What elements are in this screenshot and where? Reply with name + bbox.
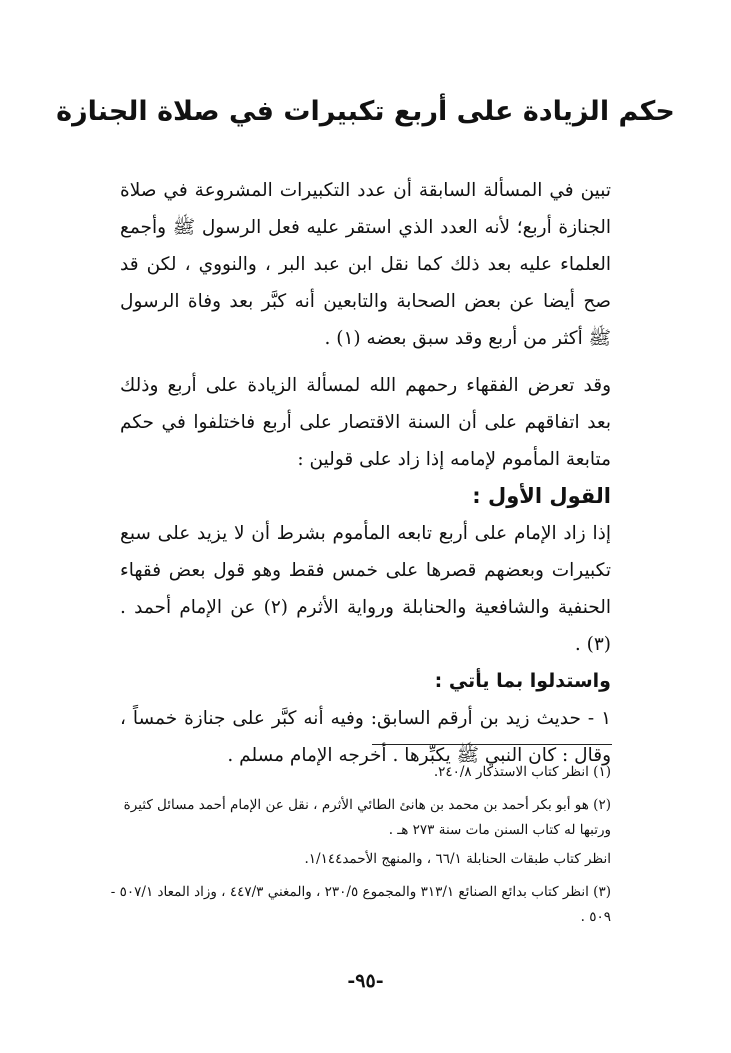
page-title: حكم الزيادة على أربع تكبيرات في صلاة الجنازة (56, 96, 675, 127)
footnote-1: (١) انظر كتاب الاستذكار ٢٤٠/٨. (433, 764, 611, 780)
paragraph-intro: تبين في المسألة السابقة أن عدد التكبيرات المشروعة في صلاة الجنازة أربع؛ لأنه العدد الذي استقر عليه فعل الرسول ﷺ وأجمع العلماء عليه بعد ذلك كما نقل ابن عبد البر ، والنووي ، لكن قد صح أيضا عن بعض الصحابة والتابعين أنه كبَّر بعد وفاة الرسول ﷺ أكثر من أربع وقد سبق بعضه (١) . (120, 180, 611, 349)
paragraph-scholars: وقد تعرض الفقهاء رحمهم الله لمسألة الزيادة على أربع وذلك بعد اتفاقهم على أن السنة الاقتصار على أربع فاختلفوا في حكم متابعة المأموم لإمامه إذا زاد على قولين : (120, 375, 611, 470)
footnote-2-reference: انظر كتاب طبقات الحنابلة ٦٦/١ ، والمنهج الأحمد١/١٤٤. (304, 851, 611, 867)
main-text (120, 172, 611, 774)
footnote-divider (372, 744, 612, 745)
heading-first-opinion: القول الأول : (472, 484, 611, 508)
footnotes (95, 760, 611, 938)
heading-evidence: واستدلوا بما يأتي : (434, 670, 611, 692)
paragraph-first-opinion: إذا زاد الإمام على أربع تابعه المأموم بشرط أن لا يزيد على سبع تكبيرات وبعضهم قصرها على خمس فقط وهو قول بعض فقهاء الحنفية والشافعية والحنابلة ورواية الأثرم (٢) عن الإمام أحمد .(٣) . (120, 523, 611, 655)
footnote-3: (٣) انظر كتاب بدائع الصنائع ٣١٣/١ والمجموع ٢٣٠/٥ ، والمغني ٤٤٧/٣ ، وزاد المعاد ٥٠٧/١ - ٥٠٩ . (110, 884, 611, 925)
page-number: -٩٥- (347, 970, 384, 992)
paragraph-evidence-1: ١ - حديث زيد بن أرقم السابق: وفيه أنه كبَّر على جنازة خمساً ، وقال : كان النبي ﷺ يكبِّرها . أخرجه الإمام مسلم . (120, 708, 611, 766)
footnote-2: (٢) هو أبو بكر أحمد بن محمد بن هانئ الطائي الأثرم ، نقل عن الإمام أحمد مسائل كثيرة ورتبها له كتاب السنن مات سنة ٢٧٣ هـ . (123, 797, 611, 838)
